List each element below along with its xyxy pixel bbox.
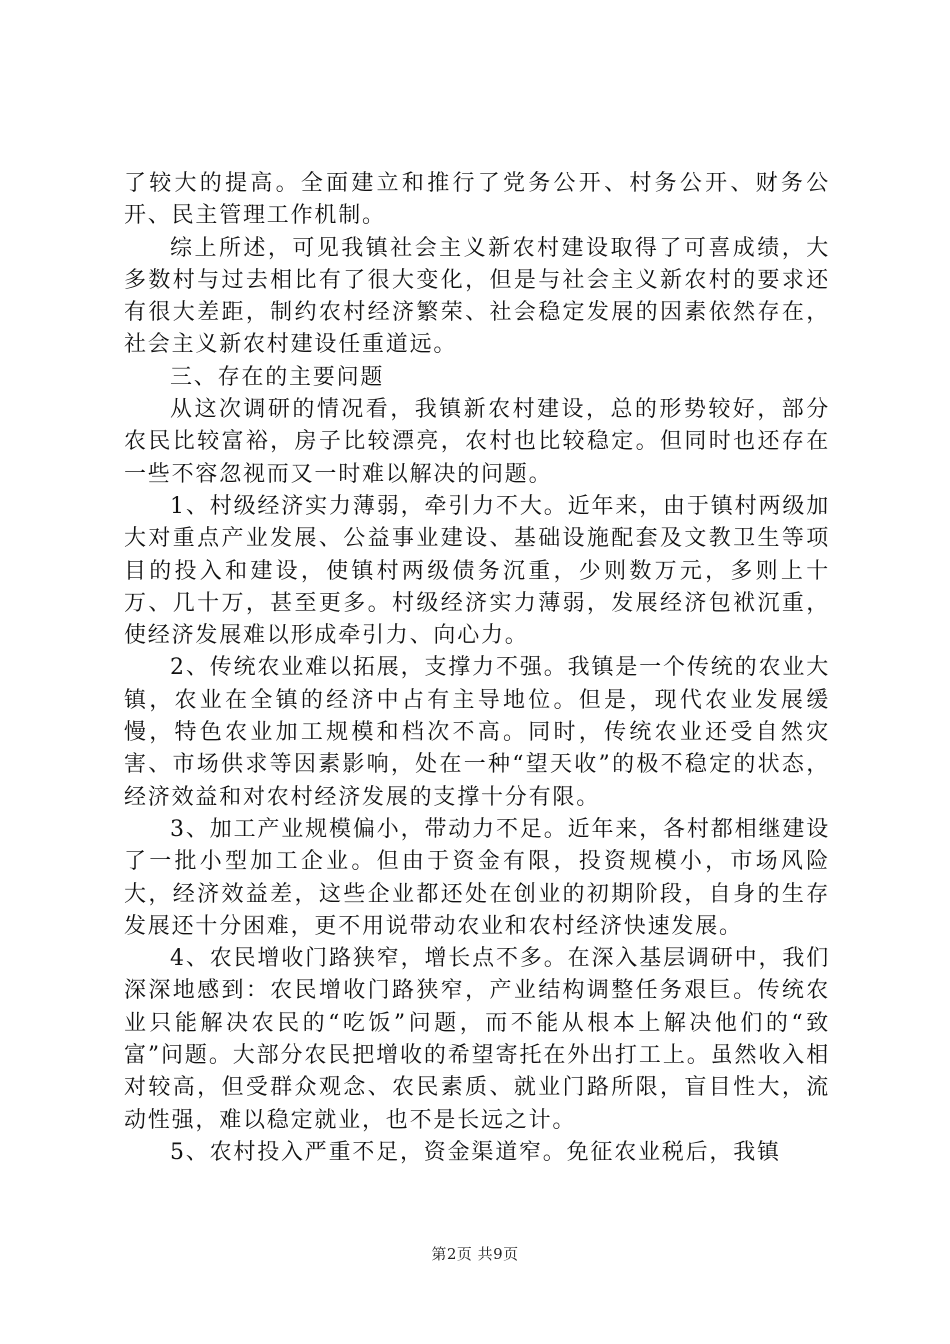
paragraph-problem-1: 1、村级经济实力薄弱，牵引力不大。近年来，由于镇村两级加大对重点产业发展、公益事业建设、基础设施配套及文教卫生等项目的投入和建设，使镇村两级债务沉重，少则数万元，多则上十万、几十万，甚至更多。村级经济实力薄弱，发展经济包袱沉重，使经济发展难以形成牵引力、向心力。	[124, 493, 830, 649]
paragraph-summary: 综上所述，可见我镇社会主义新农村建设取得了可喜成绩，大多数村与过去相比有了很大变化，但是与社会主义新农村的要求还有很大差距，制约农村经济繁荣、社会稳定发展的因素依然存在，社会主义新农村建设任重道远。	[124, 235, 830, 358]
paragraph-problem-5: 5、农村投入严重不足，资金渠道窄。免征农业税后，我镇	[170, 1139, 781, 1165]
paragraph-problem-2: 2、传统农业难以拓展，支撑力不强。我镇是一个传统的农业大镇，农业在全镇的经济中占有主导地位。但是，现代农业发展缓慢，特色农业加工规模和档次不高。同时，传统农业还受自然灾害、市场供求等因素影响，处在一种“望天收”的极不稳定的状态，经济效益和对农村经济发展的支撑十分有限。	[124, 655, 830, 810]
document-body	[124, 168, 830, 1169]
page-footer: 第2页 共9页	[431, 1245, 519, 1263]
paragraph-problem-4: 4、农民增收门路狭窄，增长点不多。在深入基层调研中，我们深深地感到：农民增收门路狭窄，产业结构调整任务艰巨。传统农业只能解决农民的“吃饭”问题，而不能从根本上解决他们的“致富”问题。大部分农民把增收的希望寄托在外出打工上。虽然收入相对较高，但受群众观念、农民素质、就业门路所限，盲目性大，流动性强，难以稳定就业，也不是长远之计。	[124, 946, 830, 1133]
section-heading: 三、存在的主要问题	[170, 364, 385, 390]
paragraph-overview: 从这次调研的情况看，我镇新农村建设，总的形势较好，部分农民比较富裕，房子比较漂亮，农村也比较稳定。但同时也还存在一些不容忽视而又一时难以解决的问题。	[124, 397, 830, 487]
paragraph-continued: 了较大的提高。全面建立和推行了党务公开、村务公开、财务公开、民主管理工作机制。	[124, 171, 830, 229]
paragraph-problem-3: 3、加工产业规模偏小，带动力不足。近年来，各村都相继建设了一批小型加工企业。但由于资金有限，投资规模小，市场风险大，经济效益差，这些企业都还处在创业的初期阶段，自身的生存发展还十分困难，更不用说带动农业和农村经济快速发展。	[124, 816, 830, 939]
